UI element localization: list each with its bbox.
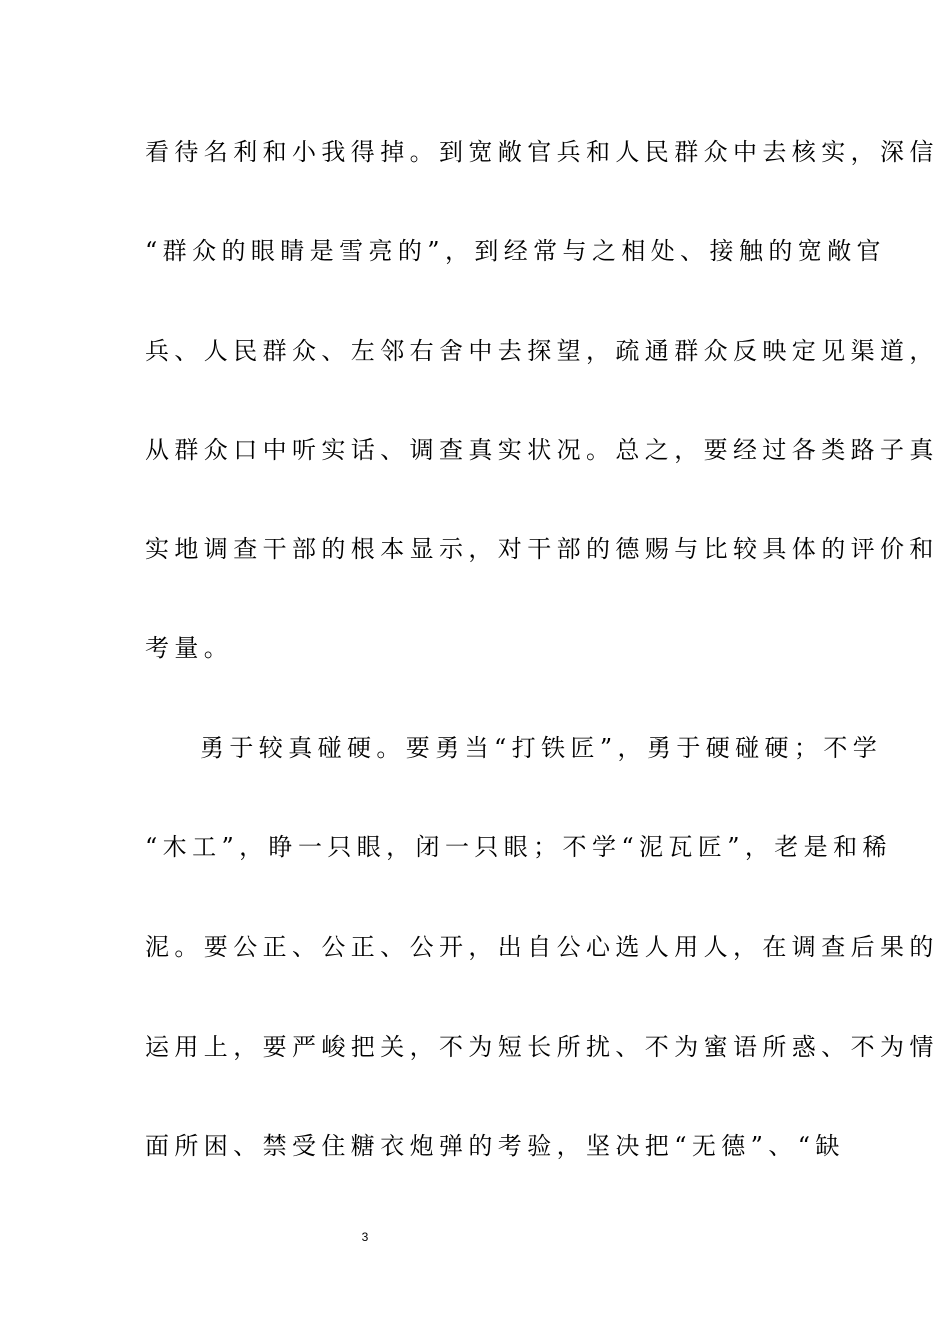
text-line-5: 实地调查干部的根本显示，对干部的德赐与比较具体的评价和 <box>145 535 939 563</box>
text-line-7: 勇于较真碰硬。要勇当“打铁匠”，勇于硬碰硬；不学 <box>200 734 883 762</box>
text-line-11: 面所困、禁受住糖衣炮弹的考验，坚决把“无德”、“缺 <box>145 1132 845 1160</box>
text-line-8: “木工”，睁一只眼，闭一只眼；不学“泥瓦匠”，老是和稀 <box>145 833 892 861</box>
text-line-3: 兵、人民群众、左邻右舍中去探望，疏通群众反映定见渠道， <box>145 337 939 365</box>
page-number: 3 <box>361 1230 369 1244</box>
text-line-2: “群众的眼睛是雪亮的”，到经常与之相处、接触的宽敞官 <box>145 237 886 265</box>
text-line-4: 从群众口中听实话、调查真实状况。总之，要经过各类路子真 <box>145 436 939 464</box>
text-line-1: 看待名利和小我得掉。到宽敞官兵和人民群众中去核实，深信 <box>145 138 939 166</box>
text-line-10: 运用上，要严峻把关，不为短长所扰、不为蜜语所惑、不为情 <box>145 1033 939 1061</box>
text-line-9: 泥。要公正、公正、公开，出自公心选人用人，在调查后果的 <box>145 933 939 961</box>
text-line-6: 考量。 <box>145 634 234 662</box>
